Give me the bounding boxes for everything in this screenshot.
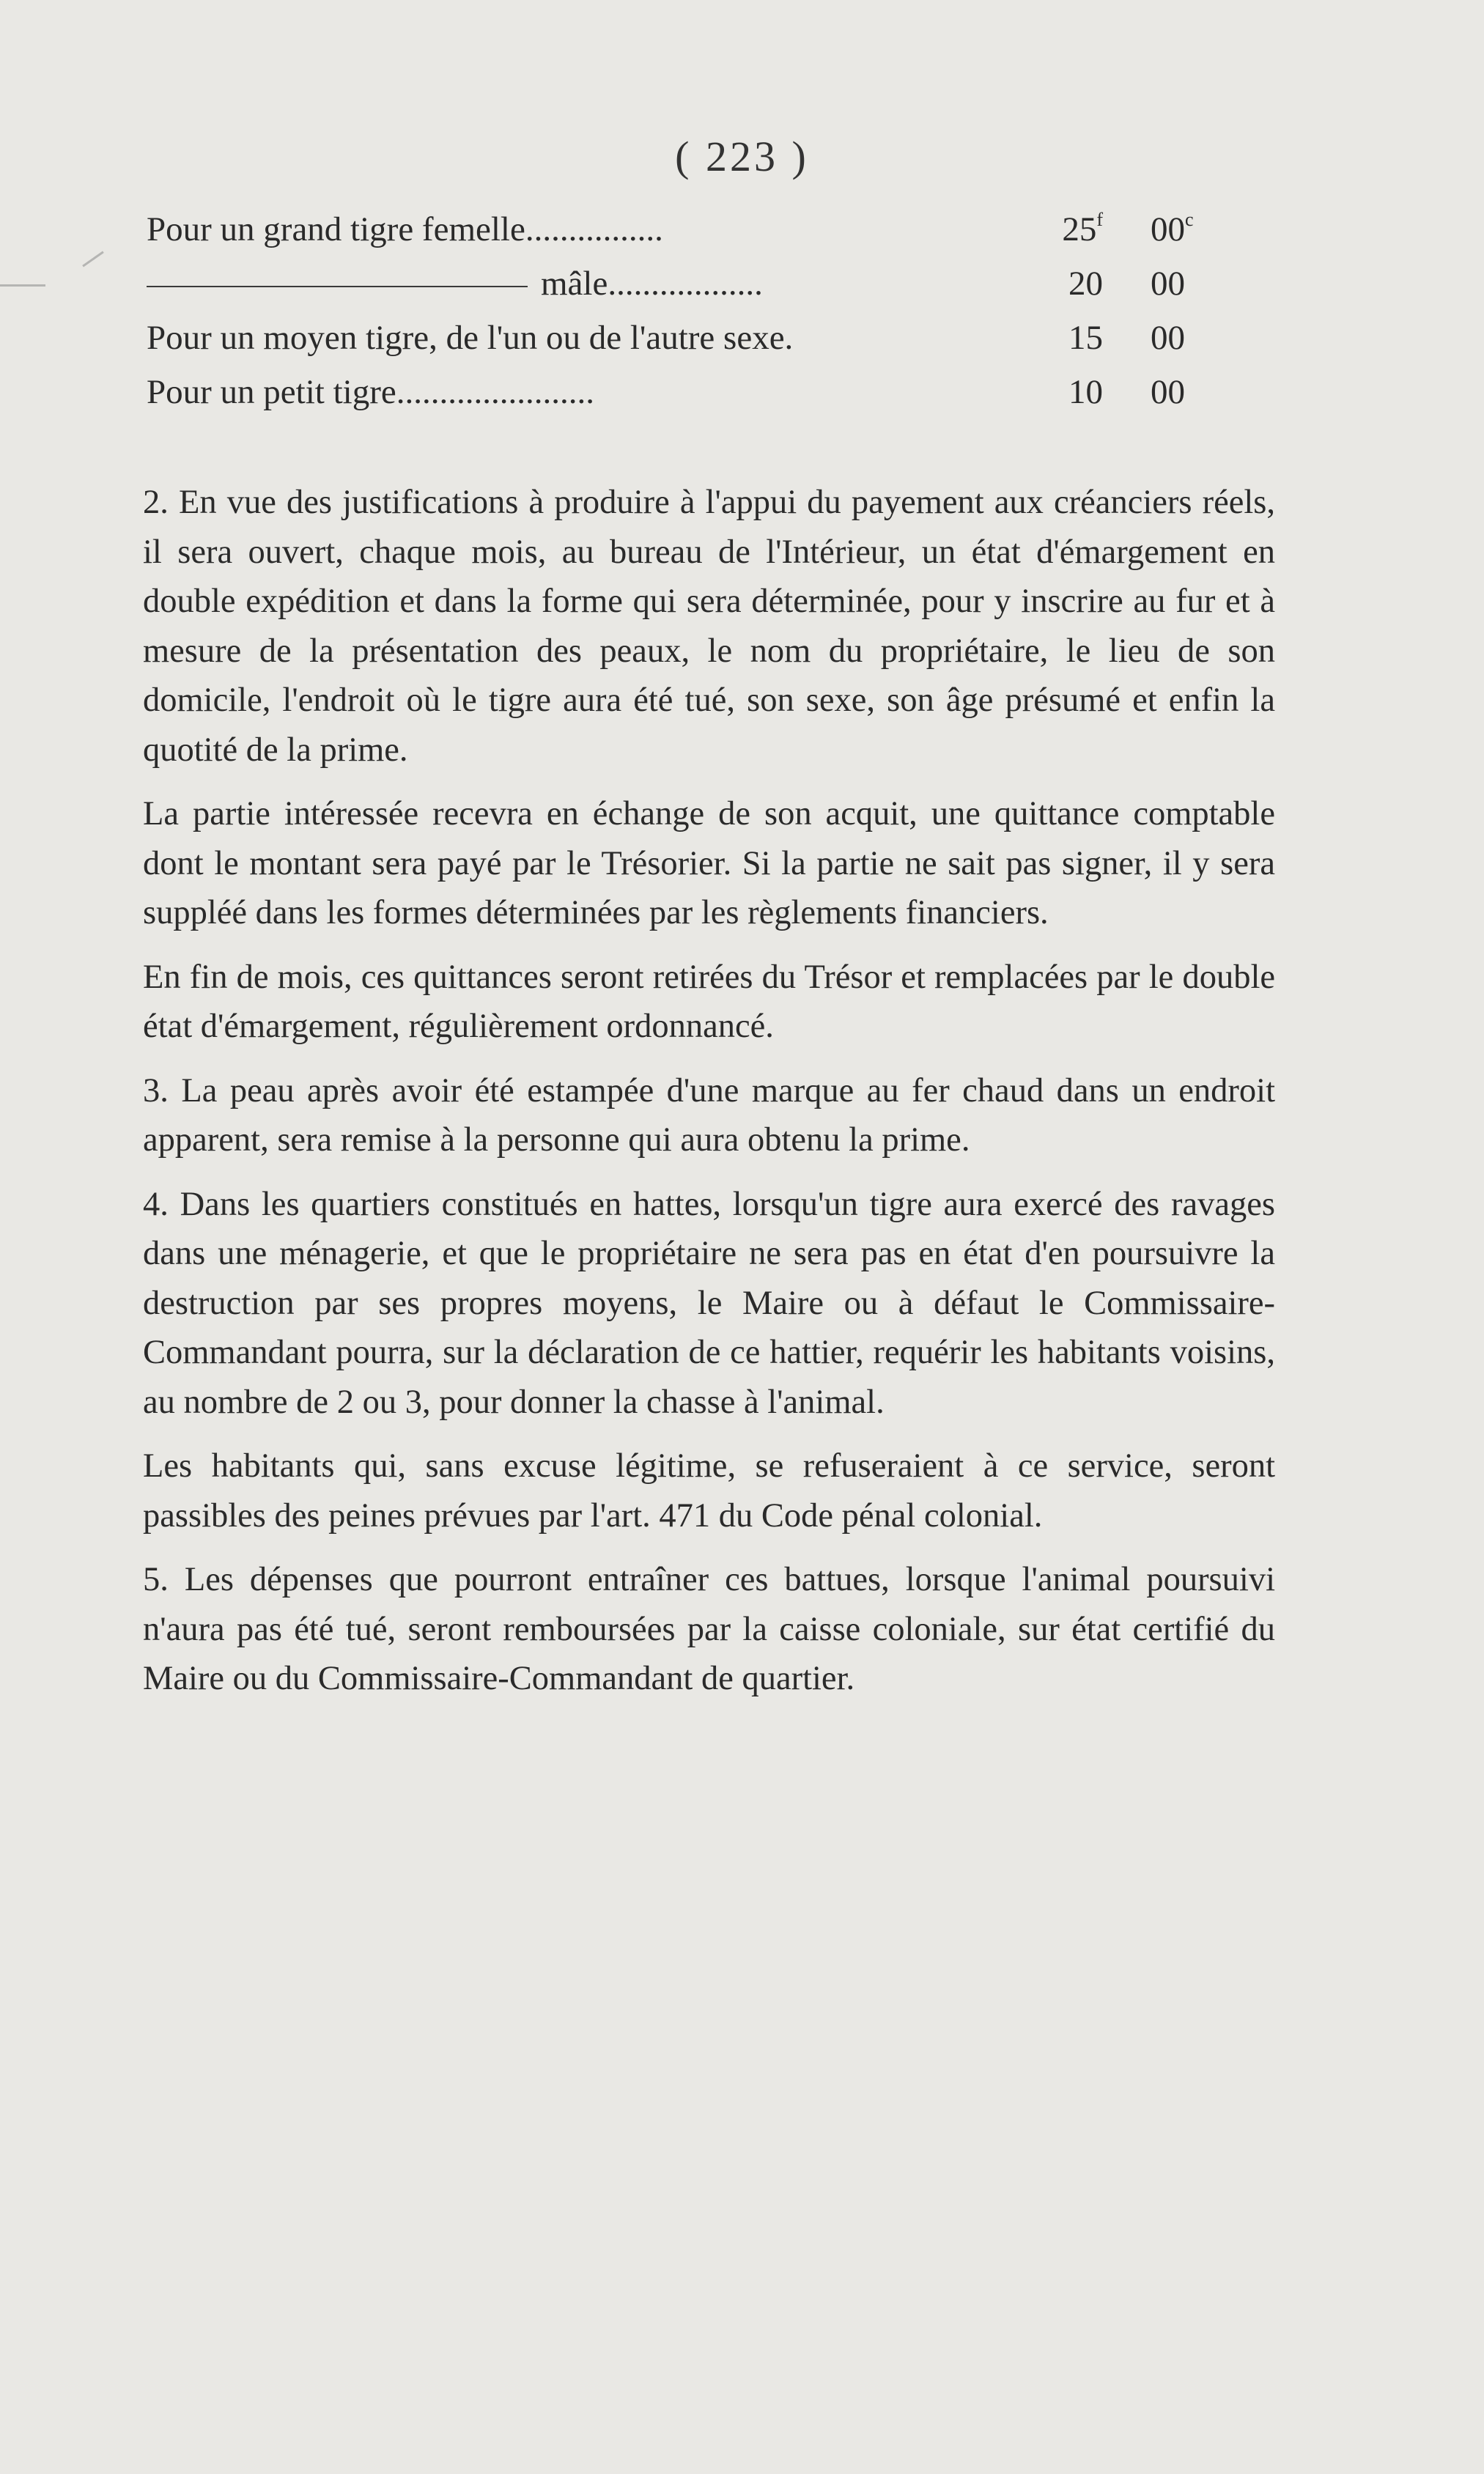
article-2-paragraph: 2. En vue des justifications à produire à l'appui du payement aux créanciers réels, il sera ouvert, chaque mois, au bureau de l'Intérieur, un état d'émargement en double expédition et dans la forme qui sera déterminée, pour y inscrire au fur et à mesure de la présentation des peaux, le nom du propriétaire, le lieu de son domicile, l'endroit où le tigre aura été tué, son sexe, son âge présumé et enfin la quotité de la prime.: [143, 484, 1275, 769]
price-cents: 00: [1151, 319, 1185, 357]
price-row-small: [147, 368, 1260, 416]
price-label: Pour un petit tigre.......................: [147, 373, 594, 411]
price-francs: 20: [1068, 265, 1103, 303]
price-row-large-female: [147, 205, 1260, 254]
scan-mark: [0, 284, 45, 287]
month-end-paragraph: En fin de mois, ces quittances seront retirées du Trésor et remplacées par le double état d'émargement, régulièrement ordonnancé.: [143, 958, 1275, 1045]
receipt-paragraph: La partie intéressée recevra en échange de son acquit, une quittance comptable dont le montant sera payé par le Trésorier. Si la partie ne sait pas signer, il y sera suppléé dans les formes déterminées par les règlements financiers.: [143, 795, 1275, 931]
price-francs: 25$^f$: [1062, 209, 1103, 248]
scan-mark: [82, 251, 104, 267]
ditto-dash: [147, 286, 528, 287]
article-body: [143, 478, 1275, 1718]
price-cents: 00: [1151, 265, 1185, 303]
price-row-large-male: [147, 259, 1260, 308]
article-4-paragraph: 4. Dans les quartiers constitués en hattes, lorsqu'un tigre aura exercé des ravages dans une ménagerie, et que le propriétaire ne sera pas en état d'en poursuivre la destruction par ses propres moyens, le Maire ou à défaut le Commissaire-Commandant pourra, sur la déclaration de ce hattier, requérir les habitants voisins, au nombre de 2 ou 3, pour donner la chasse à l'animal.: [143, 1185, 1275, 1421]
page-number: ( 223 ): [675, 133, 809, 180]
price-row-medium: [147, 314, 1260, 362]
price-label: mâle..................: [147, 259, 763, 308]
price-francs: 15: [1068, 319, 1103, 357]
price-francs: 10: [1068, 373, 1103, 411]
price-label: Pour un moyen tigre, de l'un ou de l'autre sexe.: [147, 319, 794, 357]
article-3-paragraph: 3. La peau après avoir été estampée d'une marque au fer chaud dans un endroit apparent, sera remise à la personne qui aura obtenu la prime.: [143, 1071, 1275, 1159]
bounty-price-list: [147, 205, 1260, 416]
article-5-paragraph: 5. Les dépenses que pourront entraîner ces battues, lorsque l'animal poursuivi n'aura pas été tué, seront remboursées par la caisse coloniale, sur état certifié du Maire ou du Commissaire-Commandant de quartier.: [143, 1561, 1275, 1697]
price-cents: 00$^c$: [1151, 209, 1194, 248]
price-cents: 00: [1151, 373, 1185, 411]
penalty-paragraph: Les habitants qui, sans excuse légitime, se refuseraient à ce service, seront passibles des peines prévues par l'art. 471 du Code pénal colonial.: [143, 1447, 1275, 1535]
price-label: Pour un grand tigre femelle................: [147, 210, 663, 248]
